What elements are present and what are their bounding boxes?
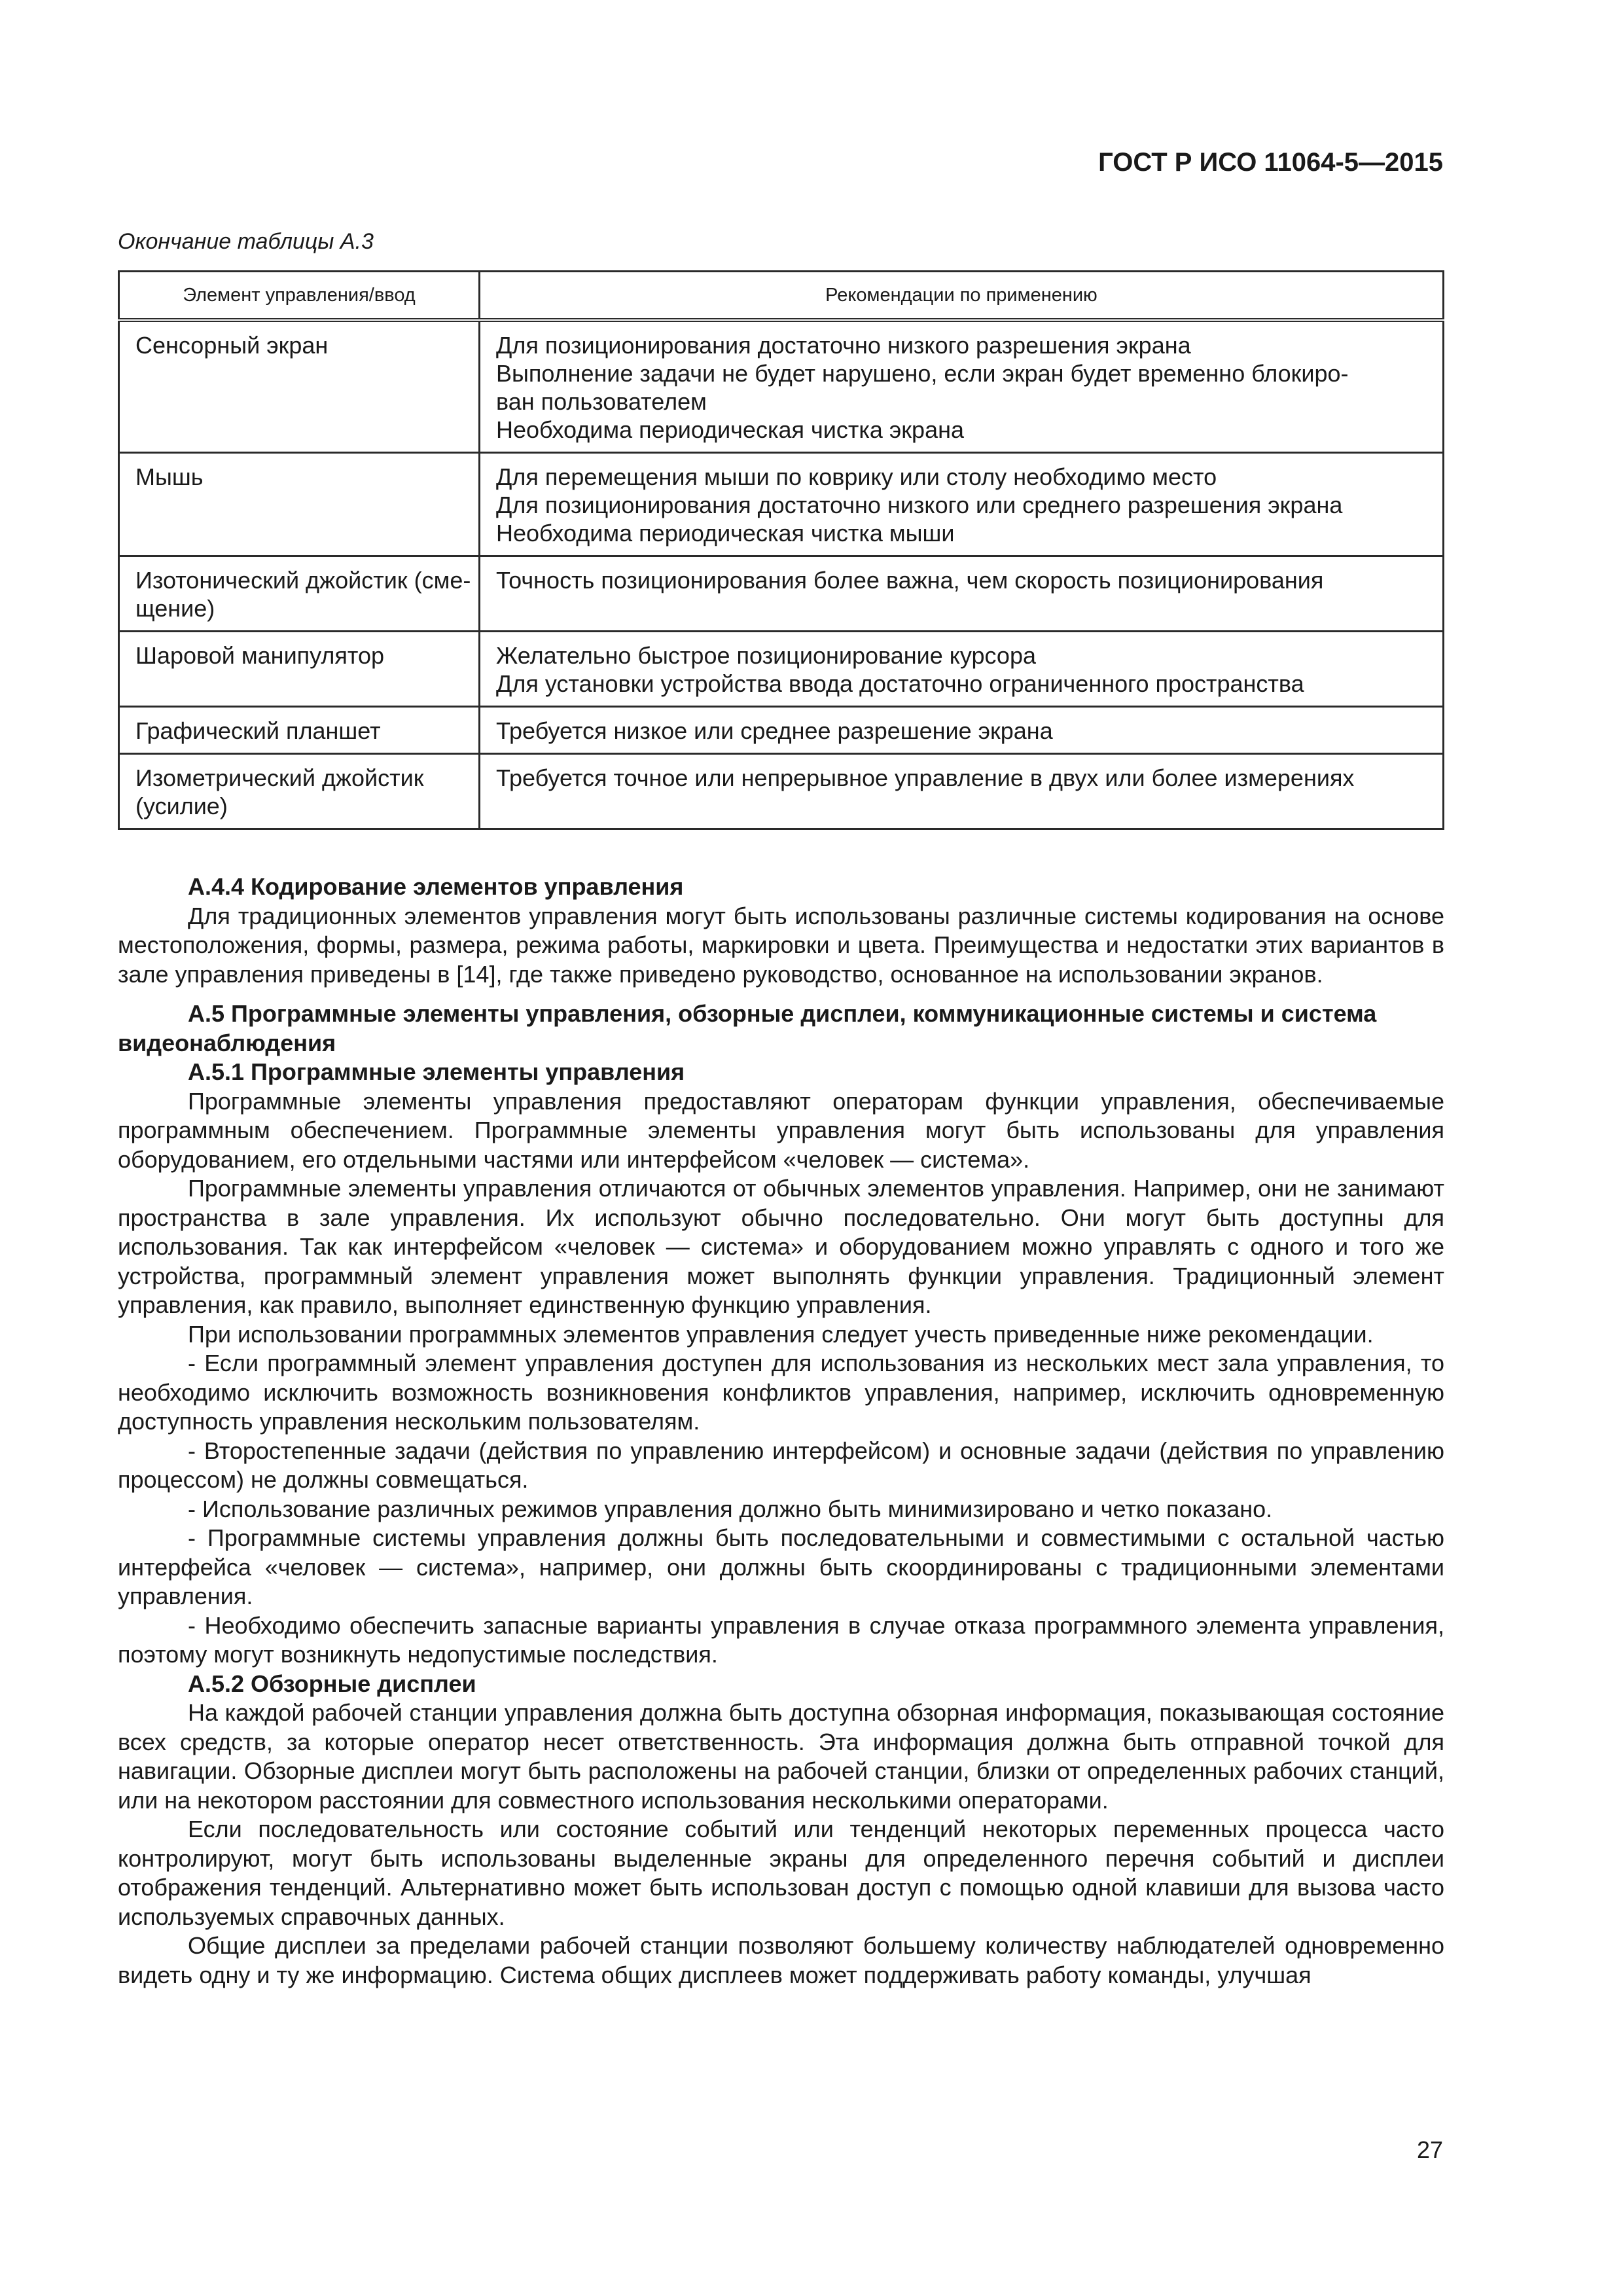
paragraph: На каждой рабочей станции управления должна быть доступна обзорная информация, показывающая состояние всех средств, за которые оператор несет ответственность. Эта информация должна быть отправной точкой для навигации. Обзорные дисплеи могут быть расположены на рабочей станции, близки от определенных рабочих станций, или на некотором расстоянии для совместного использования несколькими операторами. [118,1699,1444,1814]
recommendation-cell [480,632,1444,707]
element-cell [119,320,480,453]
section-heading-a51: А.5.1 Программные элементы управления [188,1058,685,1085]
document-body [118,872,1444,1990]
paragraph: Программные элементы управления предоставляют операторам функции управления, обеспечиваемые программным обеспечением. Программные элементы управления могут быть использованы для управления оборудованием, его отдельными частями или интерфейсом «человек — система». [118,1087,1444,1173]
recommendation-cell [480,754,1444,829]
cell-line: Для перемещения мыши по коврику или столу необходимо место [496,463,1217,490]
paragraph: Если последовательность или состояние событий или тенденций некоторых переменных процесса часто контролируют, могут быть использованы выделенные экраны для определенного перечня событий и дисплеи отображения тенденций. Альтернативно может быть использован доступ с помощью одной клавиши для вызова часто используемых справочных данных. [118,1816,1444,1930]
cell-line: щение) [135,595,215,622]
element-cell [119,707,480,754]
table-caption: Окончание таблицы А.3 [118,229,374,254]
paragraph: При использовании программных элементов управления следует учесть приведенные ниже рекомендации. [188,1320,1374,1348]
cell-line: Выполнение задачи не будет нарушено, если экран будет временно блокиро- [496,360,1349,387]
cell-line: Необходима периодическая чистка мыши [496,520,955,547]
bullet-item: - Программные системы управления должны быть последовательными и совместимыми с остальной частью интерфейса «человек — система», например, они должны быть скоординированы с традиционными элементами управления. [118,1524,1444,1609]
cell-line: Требуется точное или непрерывное управление в двух или более измерениях [496,764,1355,791]
bullet-item: - Если программный элемент управления доступен для использования из нескольких мест зала управления, то необходимо исключить возможность возникновения конфликтов управления, например, исключить одновременную доступность управления нескольким пользователям. [118,1350,1444,1435]
element-cell [119,754,480,829]
table-row [119,453,1444,556]
document-header: ГОСТ Р ИСО 11064-5—2015 [1098,148,1443,177]
bullet-item: - Необходимо обеспечить запасные варианты управления в случае отказа программного элемента управления, поэтому могут возникнуть недопустимые последствия. [118,1611,1444,1668]
cell-line: Изометрический джойстик [135,764,424,791]
cell-line: Для установки устройства ввода достаточно ограниченного пространства [496,670,1304,697]
table-row [119,632,1444,707]
paragraph: Общие дисплеи за пределами рабочей станции позволяют большему количеству наблюдателей одновременно видеть одну и ту же информацию. Система общих дисплеев может поддерживать работу команды, улучшая [118,1932,1444,1988]
cell-line: Мышь [135,463,204,490]
table-row [119,754,1444,829]
section-heading-a444: А.4.4 Кодирование элементов управления [188,873,684,900]
cell-line: Сенсорный экран [135,332,329,359]
paragraph: Программные элементы управления отличаются от обычных элементов управления. Например, они не занимают пространства в зале управления. Их используют обычно последовательно. Они могут быть доступны для использования. Так как интерфейсом «человек — система» и оборудованием можно управлять с одного и того же устройства, программный элемент управления может выполнять функции управления. Традиционный элемент управления, как правило, выполняет единственную функцию управления. [118,1175,1444,1318]
table-row [119,707,1444,754]
cell-line: Необходима периодическая чистка экрана [496,416,964,443]
bullet-item: - Использование различных режимов управления должно быть минимизировано и четко показано. [188,1495,1273,1522]
paragraph: Для традиционных элементов управления могут быть использованы различные системы кодирования на основе местоположения, формы, размера, режима работы, маркировки и цвета. Преимущества и недостатки этих вариантов в зале управления приведены в [14], где также приведено руководство, основанное на использовании экранов. [118,902,1444,988]
cell-line: Шаровой манипулятор [135,642,385,669]
recommendation-cell [480,707,1444,754]
table-row [119,556,1444,632]
recommendation-cell [480,556,1444,632]
controls-table [118,270,1444,830]
cell-line: ван пользователем [496,388,707,415]
column-header-recommendations: Рекомендации по применению [480,272,1444,321]
bullet-item: - Второстепенные задачи (действия по управлению интерфейсом) и основные задачи (действия по управлению процессом) не должны совмещаться. [118,1437,1444,1493]
cell-line: Изотонический джойстик (сме- [135,567,471,594]
page-number: 27 [1416,2136,1443,2163]
cell-line: Точность позиционирования более важна, чем скорость позиционирования [496,567,1324,594]
cell-line: Для позиционирования достаточно низкого разрешения экрана [496,332,1191,359]
table-row [119,320,1444,453]
recommendation-cell [480,320,1444,453]
section-heading-a5: А.5 Программные элементы управления, обзорные дисплеи, коммуникационные системы и система видеонаблюдения [118,1000,1377,1056]
cell-line: Требуется низкое или среднее разрешение экрана [496,717,1053,744]
element-cell [119,632,480,707]
cell-line: (усилие) [135,793,228,819]
recommendation-cell [480,453,1444,556]
cell-line: Графический планшет [135,717,381,744]
section-heading-a52: А.5.2 Обзорные дисплеи [188,1670,476,1697]
element-cell [119,556,480,632]
cell-line: Для позиционирования достаточно низкого или среднего разрешения экрана [496,492,1343,518]
column-header-element: Элемент управления/ввод [119,272,480,321]
table-header-row [119,272,1444,321]
cell-line: Желательно быстрое позиционирование курсора [496,642,1036,669]
element-cell [119,453,480,556]
